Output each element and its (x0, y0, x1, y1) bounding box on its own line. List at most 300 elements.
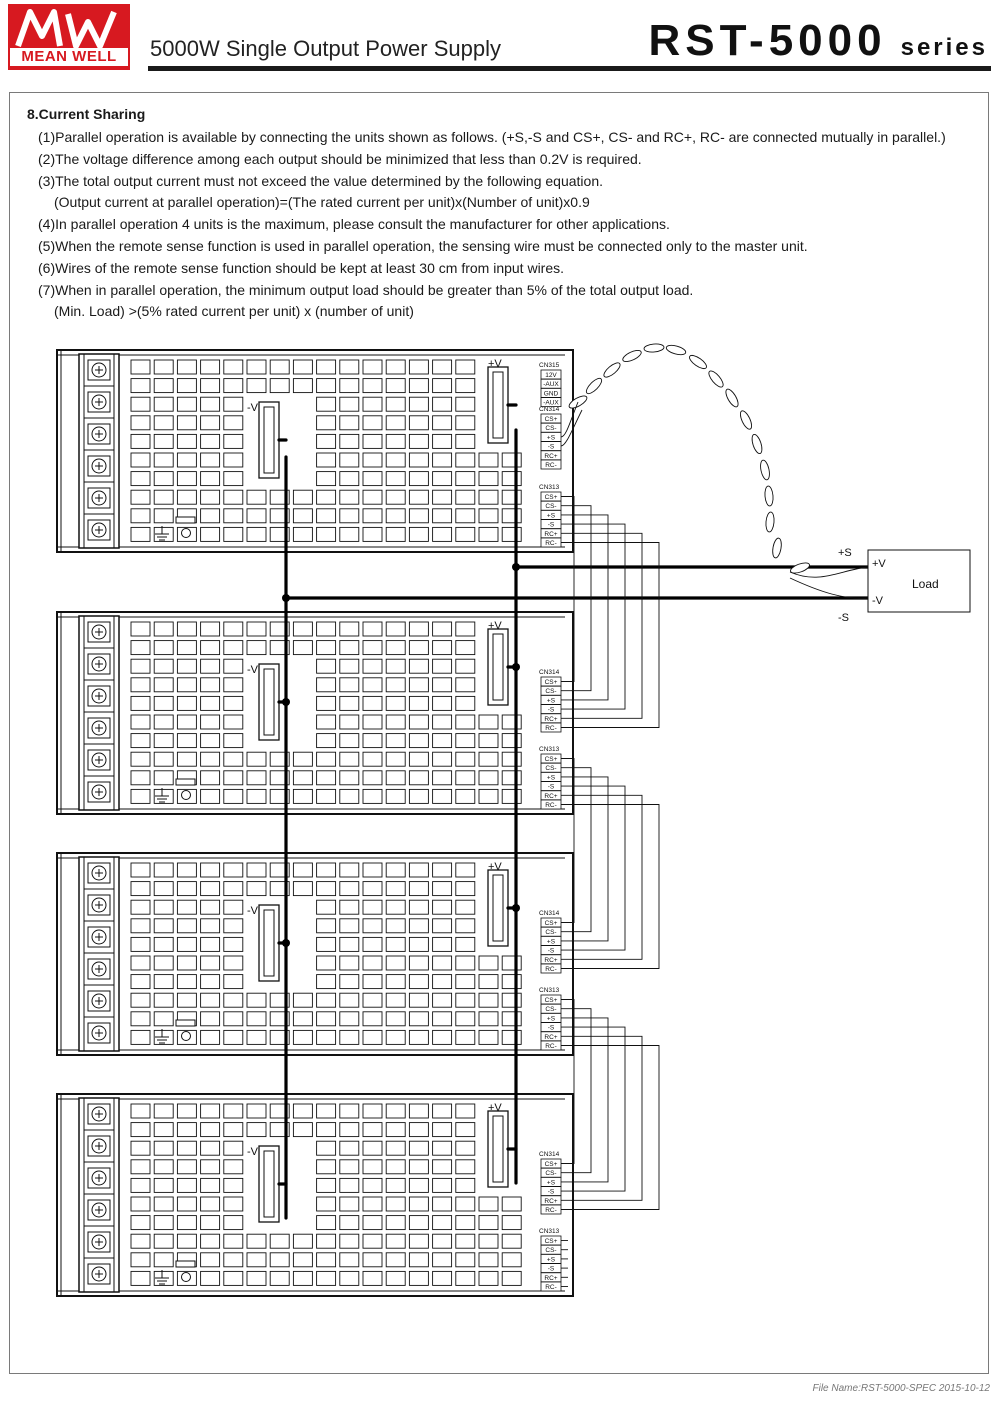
vent-slot (409, 1141, 428, 1155)
vent-slot (131, 397, 150, 411)
vent-slot (201, 622, 220, 636)
vent-slot (363, 360, 382, 374)
vent-slot (224, 1141, 243, 1155)
vent-slot (154, 379, 173, 393)
vent-slot (363, 752, 382, 766)
vent-slot (131, 1234, 150, 1248)
cn315-pin-label: GND (543, 390, 559, 398)
vent-slot (456, 900, 475, 914)
vent-slot (177, 752, 196, 766)
vent-slot (409, 715, 428, 729)
vent-slot (386, 882, 405, 896)
vent-slot (224, 937, 243, 951)
vent-slot (409, 509, 428, 523)
vent-slot (409, 1160, 428, 1174)
vent-slot (433, 453, 452, 467)
vent-slot (456, 752, 475, 766)
vent-slot (340, 1123, 359, 1137)
load-minus-v-label: -V (872, 595, 883, 607)
vent-slot (247, 641, 266, 655)
vent-slot (201, 678, 220, 692)
vent-slot (456, 641, 475, 655)
vent-slot (479, 752, 498, 766)
cn313-pin-label: -S (547, 521, 555, 529)
vent-slot (340, 453, 359, 467)
vent-slot (340, 1234, 359, 1248)
vent-slot (201, 863, 220, 877)
vent-slot (201, 453, 220, 467)
vent-slot (340, 622, 359, 636)
vent-slot (363, 900, 382, 914)
vent-slot (363, 1141, 382, 1155)
vent-slot (131, 659, 150, 673)
vent-slot (293, 771, 312, 785)
twisted-sense-wire-bead (707, 369, 726, 389)
vent-slot (154, 360, 173, 374)
cn314-pin-label: CS+ (544, 1161, 558, 1168)
cn313-label: CN313 (539, 484, 560, 491)
vent-slot (154, 1160, 173, 1174)
vent-slot (247, 1253, 266, 1267)
vent-slot (409, 472, 428, 486)
vent-slot (131, 1253, 150, 1267)
vent-slot (131, 993, 150, 1007)
vent-slot (340, 416, 359, 430)
vent-slot (386, 490, 405, 504)
footer-file-name: File Name:RST-5000-SPEC 2015-10-12 (812, 1383, 990, 1394)
vent-slot (409, 1234, 428, 1248)
vent-slot (456, 1104, 475, 1118)
cn313-pin-label: CS- (545, 765, 557, 773)
vent-slot (340, 752, 359, 766)
vent-slot (386, 1123, 405, 1137)
vent-slot (177, 715, 196, 729)
vent-slot (177, 993, 196, 1007)
cn313-pin-label: RC+ (544, 530, 558, 538)
vent-slot (456, 379, 475, 393)
vent-slot (317, 696, 336, 710)
vent-slot (201, 771, 220, 785)
vent-slot (131, 1030, 150, 1044)
vent-slot (433, 715, 452, 729)
vent-slot (131, 975, 150, 989)
vent-slot (386, 678, 405, 692)
vent-slot (409, 1271, 428, 1285)
vent-slot (386, 993, 405, 1007)
vent-slot (433, 696, 452, 710)
vent-slot (340, 771, 359, 785)
plus-v-junction-dot (512, 663, 520, 671)
vent-slot (456, 863, 475, 877)
vent-slot (456, 975, 475, 989)
vent-slot (131, 937, 150, 951)
vent-slot (247, 752, 266, 766)
vent-slot (293, 752, 312, 766)
vent-slot (363, 397, 382, 411)
vent-slot (224, 1253, 243, 1267)
vent-slot (177, 975, 196, 989)
twisted-sense-wire-bead (738, 409, 754, 431)
vent-slot (224, 956, 243, 970)
vent-slot (224, 752, 243, 766)
vent-slot (433, 1271, 452, 1285)
vent-slot (363, 1160, 382, 1174)
vent-slot (270, 379, 289, 393)
logo-text: MEAN WELL (10, 48, 128, 66)
vent-slot (293, 622, 312, 636)
vent-slot (154, 397, 173, 411)
cn314-pin-label: CS- (545, 425, 557, 433)
vent-slot (409, 771, 428, 785)
cn313-pin-label: +S (546, 774, 556, 782)
cn313-pin-label: -S (547, 1024, 555, 1032)
indicator-slot (176, 1261, 195, 1267)
vent-slot (386, 1012, 405, 1026)
vent-slot (247, 379, 266, 393)
vent-slot (433, 434, 452, 448)
vent-slot (363, 434, 382, 448)
vent-slot (340, 1271, 359, 1285)
vent-slot (201, 1123, 220, 1137)
vent-slot (502, 789, 521, 803)
vent-slot (201, 1271, 220, 1285)
vent-slot (131, 752, 150, 766)
vent-slot (317, 678, 336, 692)
vent-slot (386, 975, 405, 989)
vent-slot (177, 659, 196, 673)
vent-slot (293, 1012, 312, 1026)
vent-slot (363, 472, 382, 486)
vent-slot (177, 416, 196, 430)
vent-slot (502, 956, 521, 970)
vent-slot (247, 1123, 266, 1137)
minus-v-label: -V (247, 664, 258, 676)
vent-slot (224, 527, 243, 541)
vent-slot (409, 397, 428, 411)
minus-v-terminal-inner (264, 910, 274, 976)
vent-slot (409, 789, 428, 803)
cn314-pin-label: +S (546, 1179, 556, 1187)
vent-slot (502, 1271, 521, 1285)
vent-slot (363, 993, 382, 1007)
cn314-pin-label: CS- (545, 929, 557, 937)
vent-slot (433, 622, 452, 636)
vent-slot (154, 734, 173, 748)
vent-slot (247, 1030, 266, 1044)
plus-v-label: +V (488, 620, 502, 632)
vent-slot (154, 490, 173, 504)
vent-slot (363, 734, 382, 748)
cn313-pin-label: RC- (545, 1284, 557, 1291)
vent-slot (131, 1104, 150, 1118)
vent-slot (317, 416, 336, 430)
vent-slot (479, 509, 498, 523)
vent-slot (386, 509, 405, 523)
vent-slot (386, 1197, 405, 1211)
vent-slot (293, 1123, 312, 1137)
vent-slot (479, 1012, 498, 1026)
vent-slot (201, 641, 220, 655)
vent-slot (201, 900, 220, 914)
vent-slot (433, 1253, 452, 1267)
vent-slot (479, 715, 498, 729)
cn313-pin-label: CS+ (544, 1238, 558, 1245)
vent-slot (247, 1234, 266, 1248)
vent-slot (293, 789, 312, 803)
vent-slot (409, 360, 428, 374)
vent-slot (317, 937, 336, 951)
vent-slot (317, 882, 336, 896)
vent-slot (433, 678, 452, 692)
vent-slot (340, 937, 359, 951)
vent-slot (363, 622, 382, 636)
vent-slot (154, 882, 173, 896)
vent-slot (433, 360, 452, 374)
vent-slot (340, 789, 359, 803)
vent-slot (340, 527, 359, 541)
vent-slot (224, 641, 243, 655)
vent-slot (363, 771, 382, 785)
vent-slot (340, 1012, 359, 1026)
vent-slot (154, 993, 173, 1007)
vent-slot (456, 360, 475, 374)
vent-slot (317, 956, 336, 970)
vent-slot (201, 659, 220, 673)
vent-slot (433, 956, 452, 970)
vent-slot (456, 472, 475, 486)
vent-slot (154, 752, 173, 766)
cn313-pin-label: +S (546, 1256, 556, 1264)
vent-slot (363, 956, 382, 970)
vent-slot (456, 453, 475, 467)
vent-slot (409, 379, 428, 393)
plus-v-label: +V (488, 358, 502, 370)
cn313-label: CN313 (539, 746, 560, 753)
vent-slot (409, 752, 428, 766)
cn314-pin-label: +S (546, 697, 556, 705)
vent-slot (409, 527, 428, 541)
vent-slot (479, 472, 498, 486)
cn314-label: CN314 (539, 406, 560, 413)
vent-slot (433, 659, 452, 673)
vent-slot (317, 509, 336, 523)
vent-slot (293, 527, 312, 541)
vent-slot (433, 863, 452, 877)
vent-slot (363, 1178, 382, 1192)
vent-slot (131, 696, 150, 710)
vent-slot (317, 1197, 336, 1211)
minus-v-terminal-inner (264, 407, 274, 473)
vent-slot (317, 1141, 336, 1155)
vent-slot (340, 863, 359, 877)
vent-slot (340, 397, 359, 411)
vent-slot (386, 937, 405, 951)
vent-slot (363, 1216, 382, 1230)
vent-slot (224, 379, 243, 393)
cn314-pin-label: RC+ (544, 715, 558, 723)
vent-slot (433, 1012, 452, 1026)
vent-slot (293, 379, 312, 393)
vent-slot (201, 1216, 220, 1230)
vent-slot (154, 1197, 173, 1211)
cn315-pin-label: 12V (545, 372, 557, 379)
vent-slot (340, 715, 359, 729)
vent-slot (224, 1197, 243, 1211)
vent-slot (154, 622, 173, 636)
vent-slot (386, 956, 405, 970)
vent-slot (433, 1030, 452, 1044)
vent-slot (224, 416, 243, 430)
cn313-pin-label: CS+ (544, 494, 558, 501)
vent-slot (154, 1104, 173, 1118)
power-supply-unit (57, 612, 573, 814)
vent-slot (131, 434, 150, 448)
vent-slot (409, 734, 428, 748)
vent-slot (154, 771, 173, 785)
vent-slot (479, 490, 498, 504)
vent-slot (456, 771, 475, 785)
vent-slot (247, 789, 266, 803)
vent-slot (293, 490, 312, 504)
vent-slot (433, 1197, 452, 1211)
vent-slot (317, 472, 336, 486)
vent-slot (201, 752, 220, 766)
vent-slot (502, 715, 521, 729)
vent-slot (154, 1216, 173, 1230)
vent-slot (154, 715, 173, 729)
vent-slot (363, 1104, 382, 1118)
vent-slot (386, 863, 405, 877)
vent-slot (433, 397, 452, 411)
vent-slot (479, 1271, 498, 1285)
vent-slot (317, 1253, 336, 1267)
vent-slot (386, 1178, 405, 1192)
vent-slot (131, 789, 150, 803)
vent-slot (386, 527, 405, 541)
minus-v-label: -V (247, 1146, 258, 1158)
vent-slot (131, 641, 150, 655)
vent-slot (340, 975, 359, 989)
vent-slot (177, 956, 196, 970)
plus-v-label: +V (488, 1102, 502, 1114)
vent-slot (433, 1160, 452, 1174)
vent-slot (224, 678, 243, 692)
vent-slot (131, 956, 150, 970)
vent-slot (247, 490, 266, 504)
vent-slot (363, 715, 382, 729)
plus-v-terminal-inner (493, 634, 503, 700)
vent-slot (317, 1030, 336, 1044)
cn313-pin-label: RC+ (544, 792, 558, 800)
vent-slot (433, 752, 452, 766)
vent-slot (433, 975, 452, 989)
vent-slot (479, 1030, 498, 1044)
vent-slot (409, 659, 428, 673)
mounting-hole (182, 791, 191, 800)
vent-slot (456, 696, 475, 710)
vent-slot (340, 956, 359, 970)
vent-slot (247, 527, 266, 541)
minus-v-junction-dot (282, 698, 290, 706)
vent-slot (409, 622, 428, 636)
vent-slot (340, 379, 359, 393)
twisted-sense-wire-bead (771, 537, 782, 558)
vent-slot (433, 1216, 452, 1230)
vent-slot (177, 641, 196, 655)
vent-slot (201, 1141, 220, 1155)
vent-slot (224, 1234, 243, 1248)
vent-slot (154, 472, 173, 486)
vent-slot (317, 1271, 336, 1285)
vent-slot (340, 509, 359, 523)
vent-slot (340, 900, 359, 914)
vent-slot (363, 863, 382, 877)
vent-slot (224, 1216, 243, 1230)
vent-slot (456, 789, 475, 803)
vent-slot (317, 734, 336, 748)
cn314-pin-label: CS- (545, 1170, 557, 1178)
vent-slot (154, 1178, 173, 1192)
vent-slot (386, 659, 405, 673)
vent-slot (456, 416, 475, 430)
vent-slot (363, 1253, 382, 1267)
vent-slot (201, 715, 220, 729)
vent-slot (386, 641, 405, 655)
cn314-pin-label: CS+ (544, 679, 558, 686)
vent-slot (386, 1030, 405, 1044)
cn314-pin-label: CS+ (544, 920, 558, 927)
vent-slot (409, 919, 428, 933)
vent-slot (201, 490, 220, 504)
vent-slot (340, 659, 359, 673)
vent-slot (456, 490, 475, 504)
vent-slot (201, 360, 220, 374)
vent-slot (247, 509, 266, 523)
vent-slot (131, 453, 150, 467)
vent-slot (201, 1253, 220, 1267)
vent-slot (479, 993, 498, 1007)
vent-slot (317, 752, 336, 766)
vent-slot (224, 1012, 243, 1026)
vent-slot (224, 1160, 243, 1174)
vent-slot (224, 882, 243, 896)
vent-slot (502, 1197, 521, 1211)
vent-slot (270, 1271, 289, 1285)
vent-slot (131, 416, 150, 430)
vent-slot (224, 1271, 243, 1285)
vent-slot (340, 434, 359, 448)
vent-slot (201, 397, 220, 411)
vent-slot (131, 734, 150, 748)
vent-slot (177, 1123, 196, 1137)
vent-slot (131, 1160, 150, 1174)
vent-slot (340, 696, 359, 710)
vent-slot (456, 937, 475, 951)
vent-slot (201, 472, 220, 486)
vent-slot (177, 678, 196, 692)
vent-slot (433, 379, 452, 393)
vent-slot (154, 1123, 173, 1137)
cn314-pin-label: -S (547, 706, 555, 714)
vent-slot (224, 919, 243, 933)
note-item: (2)The voltage difference among each output should be minimized that less than 0.2V is required. (38, 150, 642, 167)
vent-slot (409, 1123, 428, 1137)
twisted-sense-wire-bead (602, 361, 622, 380)
note-item: (Output current at parallel operation)=(The rated current per unit)x(Number of unit)x0.9 (54, 194, 590, 211)
vent-slot (317, 490, 336, 504)
vent-slot (409, 882, 428, 896)
vent-slot (293, 882, 312, 896)
